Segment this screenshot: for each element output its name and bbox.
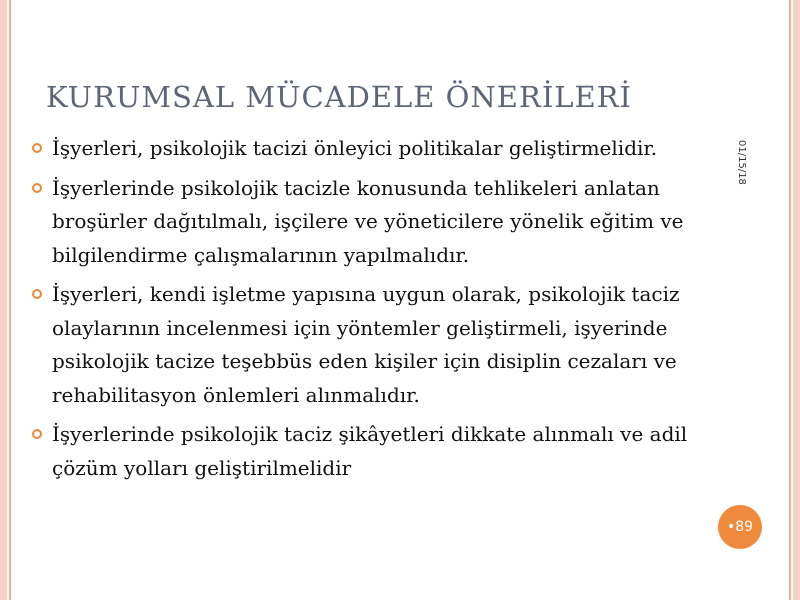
bullet-item <box>30 132 720 166</box>
slide-title: KURUMSAL MÜCADELE ÖNERİLERİ <box>46 80 632 114</box>
bullet-circle-icon <box>32 429 42 439</box>
page-number-value: 89 <box>735 519 754 535</box>
bullet-list <box>30 132 720 491</box>
page-number: •89 <box>726 519 754 535</box>
bullet-circle-icon <box>32 183 42 193</box>
bullet-text: İşyerleri, psikolojik tacizi önleyici politikalar geliştirmelidir. <box>52 136 658 160</box>
left-border-stripe <box>0 0 7 600</box>
bullet-circle-icon <box>32 143 42 153</box>
page-number-badge <box>718 505 762 549</box>
left-border-line <box>9 0 11 600</box>
bullet-item <box>30 278 720 412</box>
bullet-item <box>30 418 720 485</box>
bullet-circle-icon <box>32 289 42 299</box>
bullet-text: İşyerlerinde psikolojik tacizle konusunda tehlikeleri anlatan broşürler dağıtılmalı, işçilere ve yöneticilere yönelik eğitim ve bilgilendirme çalışmalarının yapılmalıdır. <box>52 175 684 267</box>
bullet-item <box>30 172 720 273</box>
bullet-text: İşyerleri, kendi işletme yapısına uygun olarak, psikolojik taciz olaylarının incelenmesi için yöntemler geliştirmeli, işyerinde psikolojik tacize teşebbüs eden kişiler için disiplin cezaları ve rehabilitasyon önlemleri alınmalıdır. <box>52 282 680 407</box>
right-border-stripe <box>793 0 800 600</box>
slide-date: 01/15/18 <box>736 140 747 185</box>
bullet-text: İşyerlerinde psikolojik taciz şikâyetleri dikkate alınmalı ve adil çözüm yolları geliştirilmelidir <box>52 422 688 480</box>
right-border-line <box>789 0 791 600</box>
